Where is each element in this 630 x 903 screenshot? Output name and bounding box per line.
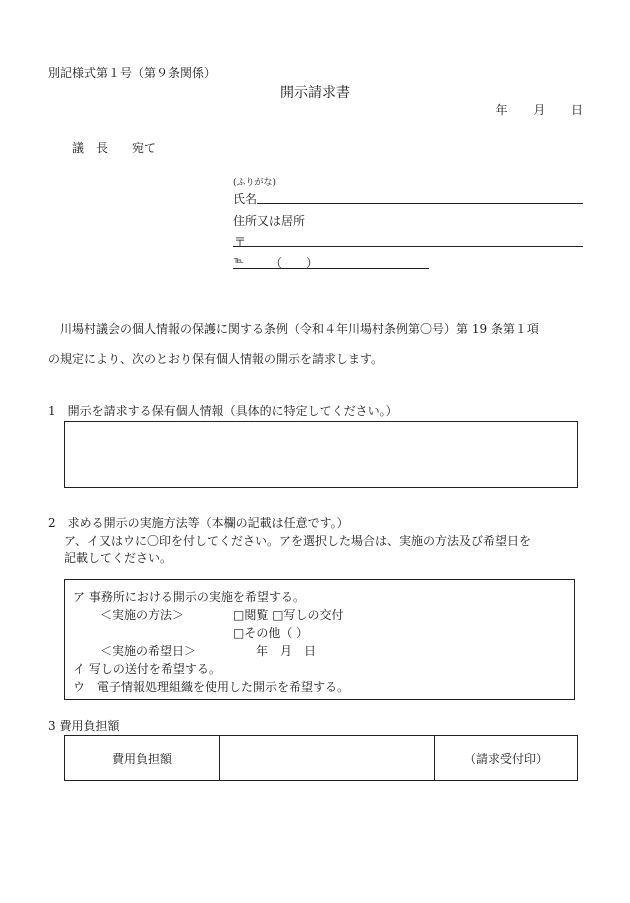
furigana-label: (ふりがな) bbox=[233, 178, 277, 188]
option-i-mail-copy[interactable]: イ 写しの送付を希望する。 bbox=[73, 662, 221, 676]
address-label: 住所又は居所 bbox=[233, 214, 306, 228]
request-statement-line2: の規定により、次のとおり保有個人情報の開示を請求します。 bbox=[48, 352, 384, 366]
section2-heading: 2 求める開示の実施方法等（本欄の記載は任意です。） bbox=[48, 516, 349, 530]
desired-date-label: ＜実施の希望日＞ bbox=[100, 644, 197, 658]
name-label: 氏名 bbox=[233, 192, 258, 206]
date-month[interactable]: 月 bbox=[533, 103, 546, 117]
name-field[interactable] bbox=[257, 203, 583, 204]
date-year[interactable]: 年 bbox=[495, 103, 508, 117]
method-options-other[interactable]: □その他（ ） bbox=[233, 626, 309, 640]
option-a-office-disclosure[interactable]: ア 事務所における開示の実施を希望する。 bbox=[73, 590, 305, 604]
addressee: 議 長 宛て bbox=[72, 141, 157, 155]
fee-table bbox=[64, 735, 578, 781]
option-u-electronic-disclosure[interactable]: ウ 電子情報処理組織を使用した開示を希望する。 bbox=[73, 680, 350, 694]
tel-field[interactable] bbox=[233, 268, 429, 269]
date-day[interactable]: 日 bbox=[570, 103, 583, 117]
request-statement-line1: 川場村議会の個人情報の保護に関する条例（令和４年川場村条例第〇号）第 19 条第１項 bbox=[60, 322, 539, 336]
receipt-stamp-cell: （請求受付印） bbox=[463, 751, 548, 766]
tel-label: ℡ bbox=[234, 256, 244, 266]
desired-date-fields[interactable]: 年 月 日 bbox=[256, 644, 317, 658]
method-label: ＜実施の方法＞ bbox=[100, 608, 185, 622]
section3-heading: 3 費用負担額 bbox=[48, 719, 120, 733]
fee-amount-cell[interactable] bbox=[220, 736, 435, 780]
section1-heading: 1 開示を請求する保有個人情報（具体的に特定してください。） bbox=[48, 404, 398, 418]
section2-instruction-line2: 記載してください。 bbox=[64, 551, 173, 565]
tel-area-code: （ ） bbox=[270, 256, 319, 270]
address-field[interactable] bbox=[233, 246, 583, 247]
document-title: 開示請求書 bbox=[280, 85, 350, 101]
date-line bbox=[496, 101, 583, 118]
personal-info-input-box[interactable] bbox=[64, 421, 578, 488]
fee-label-cell: 費用負担額 bbox=[65, 736, 220, 780]
form-number: 別記様式第１号（第９条関係） bbox=[48, 66, 217, 80]
postal-mark: 〒 bbox=[234, 235, 247, 249]
method-options-view-copy[interactable]: □閲覧 □写しの交付 bbox=[233, 608, 344, 622]
section2-instruction-line1: ア、イ又はウに〇印を付してください。アを選択した場合は、実施の方法及び希望日を bbox=[64, 534, 532, 548]
